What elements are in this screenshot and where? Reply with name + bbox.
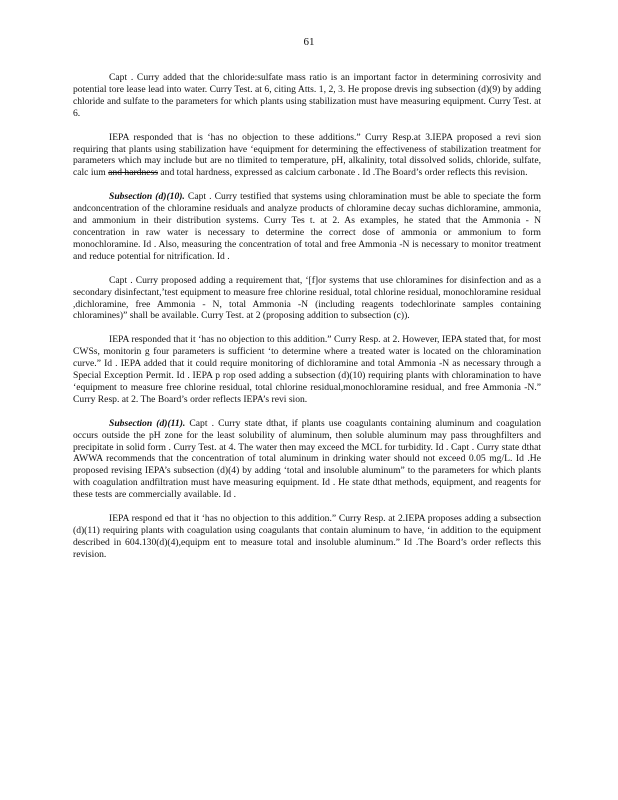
paragraph (73, 334, 541, 405)
paragraph (73, 72, 541, 120)
paragraph (73, 275, 541, 323)
subsection-heading: Subsection (d)(10). (109, 191, 185, 203)
page-number: 61 (303, 36, 315, 48)
paragraph (73, 132, 541, 180)
paragraph-text: Capt . Curry testified that systems using chloramination must be able to speciate the form andconcentration of the chloramine residuals and analyze products of chloramine decay suchas dichloramine, ammonia, and ammonium in their distribution systems. Curry Tes t. at 2. As examples, he stated that the Ammonia - N concentration in raw water is necessary to determine the correct dose of ammonia or ammonium to form monochloramine. Id . Also, measuring the concentration of total and free Ammonia -N is necessary to monitor treatment and reduce potential for nitrification. Id . (73, 191, 541, 262)
subsection-heading: Subsection (d)(11). (109, 417, 186, 429)
paragraph (73, 191, 541, 262)
paragraph-text: Capt . Curry added that the chloride:sulfate mass ratio is an important factor in determining corrosivity and potential tore lease lead into water. Curry Test. at 6, citing Atts. 1, 2, 3. He propose drevis ing subsection (d)(9) by adding chloride and sulfate to the parameters for which plants using stabilization must have measuring equipment. Curry Test. at 6. (73, 72, 541, 119)
paragraph (73, 513, 541, 561)
paragraph-text: IEPA responded that it ‘has no objection to this addition.” Curry Resp. at 2. However, IEPA stated that, for most CWSs, monitorin g four parameters is sufficient ‘to determine where a treated water is located on the chloramination curve.” Id . IEPA added that it could require monitoring of dichloramine and total Ammonia -N as necessary through a Special Exception Permit. Id . IEPA p rop osed adding a subsection (d)(10) requiring plants with chloramination to have ‘equipment to measure free chlorine residual, total chlorine residual,monochloramine residual, and free Ammonia -N.” Curry Resp. at 2. The Board’s order reflects IEPA’s revi sion. (73, 334, 541, 405)
paragraph-text: Capt . Curry proposed adding a requirement that, ‘[f]or systems that use chloramines for disinfection and as a secondary disinfectant,’test equipment to measure free chlorine residual, total chlorine residual, monochloramine residual ,dichloramine, free Ammonia - N, total Ammonia -N (including reagents todechlorinate samples containing chloramines)” shall be available. Curry Test. at 2 (proposing addition to subsection (c)). (73, 274, 541, 322)
paragraph-text: and total hardness, expressed as calcium carbonate . Id .The Board’s order reflects this revision. (158, 167, 528, 179)
document-body (73, 72, 541, 573)
paragraph-text: IEPA respond ed that it ‘has no objection to this addition.” Curry Resp. at 2.IEPA proposes adding a subsection (d)(11) requiring plants with coagulation using coagulants that contain aluminum to have, ‘in addition to the equipment described in 604.130(d)(4),equipm ent to measure total and insoluble aluminum.” Id .The Board’s order reflects this revision. (73, 513, 541, 560)
paragraph (73, 418, 541, 501)
paragraph-text: Capt . Curry state dthat, if plants use coagulants containing aluminum and coagulation occurs outside the pH zone for the least solubility of aluminum, then soluble aluminum may pass throughfilters and precipitate in solid form . Curry Test. at 4. The water then may exceed the MCL for turbidity. Id . Capt . Curry state dthat AWWA recommends that the concentration of total aluminum in drinking water should not exceed 0.05 mg/L. Id .He proposed revising IEPA’s subsection (d)(4) by adding ‘total and insoluble aluminum” to the parameters for which plants with coagulation andfiltration must have measuring equipment. Id . He state dthat methods, equipment, and reagents for these tests are commercially available. Id . (73, 417, 542, 501)
struck-text: and hardness (108, 167, 158, 179)
paragraph-text: IEPA responded that is ‘has no objection to these additions.” Curry Resp.at 3.IEPA proposed a revi sion requiring that plants using stabilization have ‘equipment for determining the effectiveness of stabilization treatment for parameters which may include but are no tlimited to temperature, pH, alkalinity, total dissolved solids, chloride, sulfate, calc ium (73, 131, 541, 179)
